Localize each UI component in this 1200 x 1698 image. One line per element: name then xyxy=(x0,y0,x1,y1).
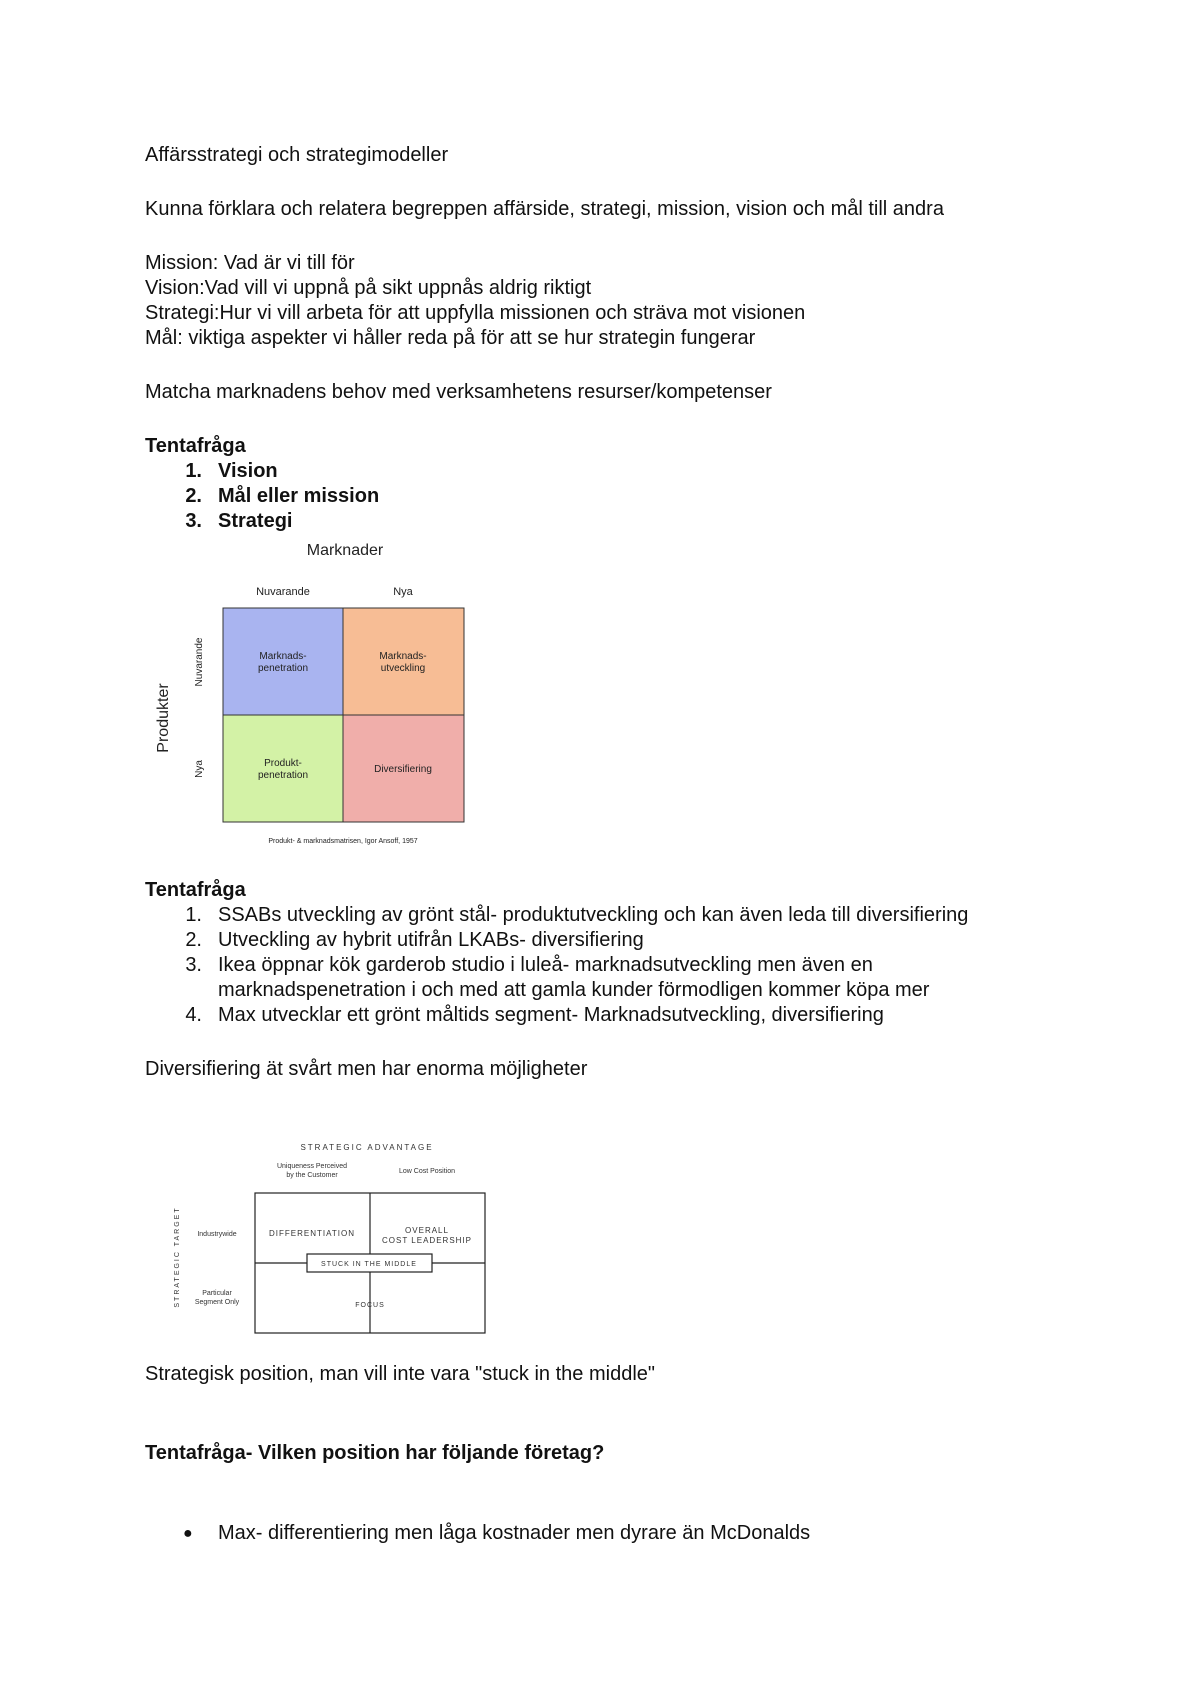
ansoff-matrix xyxy=(150,535,480,855)
porter-col1: Uniqueness Perceived xyxy=(276,1163,348,1170)
ansoff-row-current: Nuvarande xyxy=(194,637,205,687)
section3-heading: Tentafråga- Vilken position har följande företag? xyxy=(145,1442,605,1464)
porter-row2: Segment Only xyxy=(194,1299,240,1306)
diversification-text: Diversifiering ät svårt men har enorma möjligheter xyxy=(145,1058,588,1080)
porter-cell-cost: OVERALL xyxy=(405,1226,449,1235)
ansoff-col-new: Nya xyxy=(393,586,413,598)
definition-vision: Vision:Vad vill vi uppnå på sikt uppnås aldrig riktigt xyxy=(145,277,592,299)
cell-label: Produkt- xyxy=(264,758,302,769)
page-title: Affärsstrategi och strategimodeller xyxy=(145,144,449,166)
cell-label: Diversifiering xyxy=(374,764,432,775)
position-text: Strategisk position, man vill inte vara "stuck in the middle" xyxy=(145,1363,655,1385)
section2-heading: Tentafråga xyxy=(145,879,246,901)
cell-label: Marknads- xyxy=(379,651,427,662)
cell-label: Marknads- xyxy=(259,651,307,662)
porter-y-title: STRATEGIC TARGET xyxy=(174,1206,181,1308)
porter-focus: FOCUS xyxy=(355,1302,385,1309)
porter-col1: by the Customer xyxy=(286,1172,338,1179)
definition-mission: Mission: Vad är vi till för xyxy=(145,252,355,274)
ansoff-row-new: Nya xyxy=(194,760,205,778)
porter-cell-cost: COST LEADERSHIP xyxy=(382,1236,472,1245)
objective-text: Kunna förklara och relatera begreppen affärside, strategi, mission, vision och mål till andra xyxy=(145,198,944,220)
definition-strategi: Strategi:Hur vi vill arbeta för att uppfylla missionen och sträva mot visionen xyxy=(145,302,806,324)
ansoff-title: Marknader xyxy=(306,542,384,559)
porter-row2: Particular xyxy=(202,1290,232,1297)
porter-col2: Low Cost Position xyxy=(398,1168,456,1175)
porter-top-title: STRATEGIC ADVANTAGE xyxy=(300,1143,434,1152)
porter-stuck: STUCK IN THE MIDDLE xyxy=(321,1261,417,1268)
cell-label: penetration xyxy=(257,770,309,781)
ansoff-y-title: Produkter xyxy=(155,683,172,753)
ansoff-col-current: Nuvarande xyxy=(256,586,310,598)
section1-heading: Tentafråga xyxy=(145,435,246,457)
porter-row1: Industrywide xyxy=(197,1231,237,1238)
cell-label: penetration xyxy=(257,663,309,674)
match-text: Matcha marknadens behov med verksamhetens resurser/kompetenser xyxy=(145,381,772,403)
cell-label: utveckling xyxy=(380,663,426,674)
porter-matrix xyxy=(165,1135,495,1340)
definition-mal: Mål: viktiga aspekter vi håller reda på för att se hur strategin fungerar xyxy=(145,327,756,349)
porter-cell-differentiation: DIFFERENTIATION xyxy=(269,1229,355,1238)
ansoff-caption: Produkt- & marknadsmatrisen, Igor Ansoff, 1957 xyxy=(268,838,418,845)
